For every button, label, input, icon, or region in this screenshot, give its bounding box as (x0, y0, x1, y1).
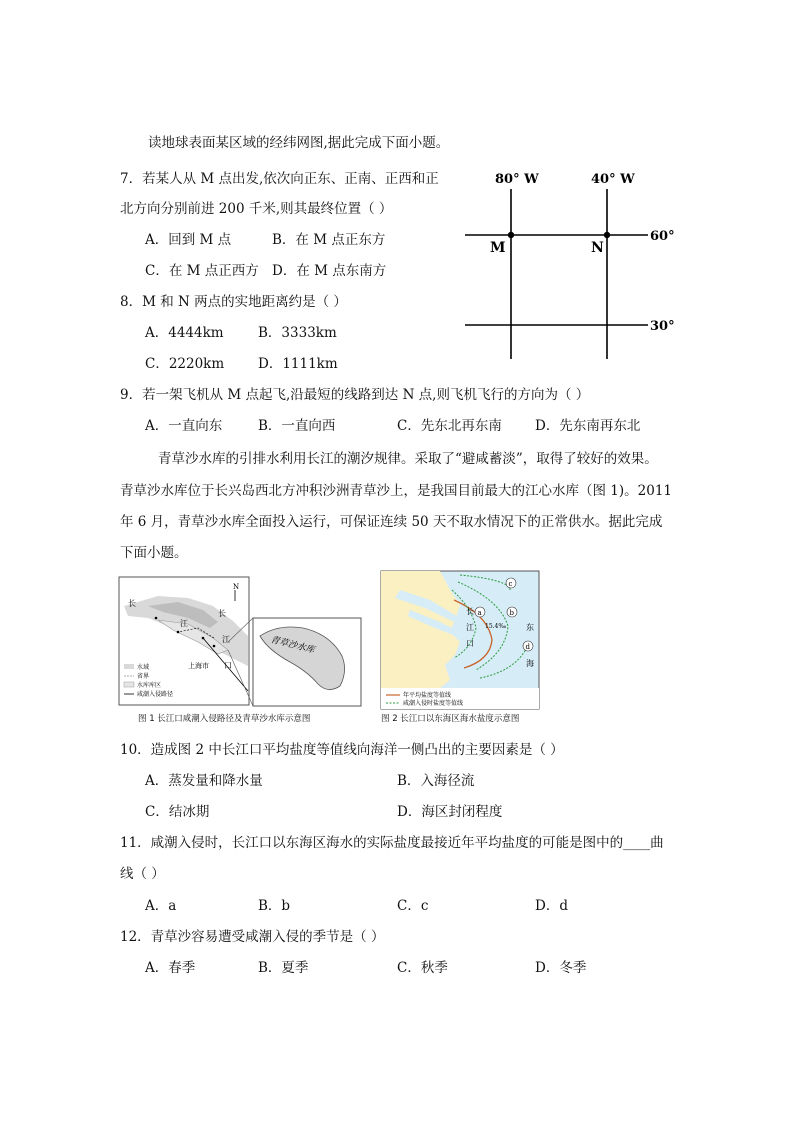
q8-option-c[interactable]: C．2220km (145, 356, 225, 372)
q11-stem-line2: 线（ ） (120, 866, 165, 882)
q10-stem: 10．造成图 2 中长江口平均盐度等值线向海洋一侧凸出的主要因素是（ ） (120, 742, 564, 758)
fig2-label-a: a (477, 609, 482, 617)
intro2-line2: 青草沙水库位于长兴岛西北方冲积沙洲青草沙上，是我国目前最大的江心水库（图 1)。2011 (120, 483, 673, 499)
q12-option-b[interactable]: B．夏季 (258, 960, 309, 976)
fig1-label-chang: 长 (128, 599, 136, 608)
fig1-legend-water: 水域 (137, 664, 150, 671)
fig2-label-chang: 长 (466, 607, 474, 616)
fig2-label-hai: 海 (526, 659, 534, 668)
intro-text-1: 读地球表面某区域的经纬网图,据此完成下面小题。 (148, 135, 450, 151)
q11-option-b[interactable]: B．b (258, 898, 291, 914)
point-n-dot (604, 232, 610, 238)
fig1-reservoir-label: 青草沙水库 (269, 635, 316, 656)
q7-stem-line2: 北方向分别前进 200 千米,则其最终位置（ ） (120, 201, 393, 217)
fig1-label-jiang2: 江 (222, 635, 230, 644)
q12-stem: 12．青草沙容易遭受咸潮入侵的季节是（ ） (120, 929, 385, 945)
fig2-label-kou: 口 (466, 639, 474, 648)
lon-label-40w: 40° W (591, 172, 635, 187)
q11-option-c[interactable]: C．c (397, 898, 429, 914)
fig2-legend-annual: 年平均盐度等值线 (403, 692, 452, 699)
q11-stem-line1: 11．咸潮入侵时，长江口以东海区海水的实际盐度最接近年平均盐度的可能是图中的____曲 (120, 835, 664, 851)
q11-option-a[interactable]: A．a (145, 898, 177, 914)
q9-option-d[interactable]: D．先东南再东北 (535, 418, 641, 434)
lat-label-60: 60° (650, 229, 675, 244)
fig1-legend-border: 省界 (137, 673, 150, 680)
q10-option-c[interactable]: C．结冰期 (145, 804, 210, 820)
fig1-legend-reservoir: 水库库区 (137, 682, 162, 689)
intro2-line4: 下面小题。 (120, 545, 188, 561)
fig1-north-label: N (233, 583, 240, 591)
q7-option-a[interactable]: A．回到 M 点 (145, 232, 232, 248)
fig2-label-dong: 东 (526, 623, 534, 632)
fig2-label-d: d (525, 643, 530, 651)
fig1-label-kou: 口 (224, 661, 232, 670)
q8-option-b[interactable]: B．3333km (258, 325, 337, 341)
fig1-label-jiang: 江 (180, 619, 188, 628)
q8-option-a[interactable]: A．4444km (145, 325, 224, 341)
figure-1-caption: 图 1 长江口咸潮入侵路径及青草沙水库示意图 (138, 714, 311, 724)
q9-option-c[interactable]: C．先东北再东南 (397, 418, 502, 434)
fig2-label-jiang: 江 (466, 623, 474, 632)
figure-2-caption: 图 2 长江口以东海区海水盐度示意图 (381, 714, 520, 724)
fig2-legend-intrusion: 咸潮入侵时盐度等值线 (403, 700, 464, 707)
q12-option-c[interactable]: C．秋季 (397, 960, 448, 976)
point-n-label: N (591, 240, 604, 256)
q12-option-d[interactable]: D．冬季 (535, 960, 587, 976)
q7-stem-line1: 7．若某人从 M 点出发,依次向正东、正南、正西和正 (120, 171, 439, 187)
intro2-line3: 年 6 月，青草沙水库全面投入运行，可保证连续 50 天不取水情况下的正常供水。据此完成 (120, 514, 663, 530)
q9-option-a[interactable]: A．一直向东 (145, 418, 223, 434)
figure-1-map (118, 576, 363, 708)
q11-option-d[interactable]: D．d (535, 898, 568, 914)
lat-lon-grid-map (460, 165, 690, 365)
q9-stem: 9．若一架飞机从 M 点起飞,沿最短的线路到达 N 点,则飞机飞行的方向为（ ） (120, 387, 590, 403)
point-m-dot (508, 232, 514, 238)
q7-option-c[interactable]: C．在 M 点正西方 (145, 263, 259, 279)
fig1-label-chang2: 长 (218, 609, 226, 618)
point-m-label: M (490, 240, 506, 256)
q10-option-b[interactable]: B．入海径流 (397, 773, 475, 789)
q12-option-a[interactable]: A．春季 (145, 960, 196, 976)
q8-stem: 8．M 和 N 两点的实地距离约是（ ） (120, 294, 347, 310)
q9-option-b[interactable]: B．一直向西 (258, 418, 336, 434)
q10-option-a[interactable]: A．蒸发量和降水量 (145, 773, 263, 789)
fig2-label-b: b (509, 609, 514, 617)
q10-option-d[interactable]: D．海区封闭程度 (397, 804, 503, 820)
fig2-salinity-value: 15.4‰ (485, 623, 507, 630)
fig1-legend-path: 咸潮入侵路径 (137, 691, 174, 698)
q8-option-d[interactable]: D．1111km (258, 356, 338, 372)
intro2-line1: 青草沙水库的引排水利用长江的潮汐规律。采取了“避咸蓄淡”，取得了较好的效果。 (158, 451, 658, 467)
fig1-label-shanghai: 上海市 (188, 662, 209, 670)
q7-option-b[interactable]: B．在 M 点正东方 (272, 232, 386, 248)
fig2-label-c: c (508, 580, 513, 588)
lon-label-80w: 80° W (495, 172, 539, 187)
figure-2-map (380, 570, 540, 710)
lat-label-30: 30° (650, 319, 675, 334)
q7-option-d[interactable]: D．在 M 点东南方 (272, 263, 387, 279)
